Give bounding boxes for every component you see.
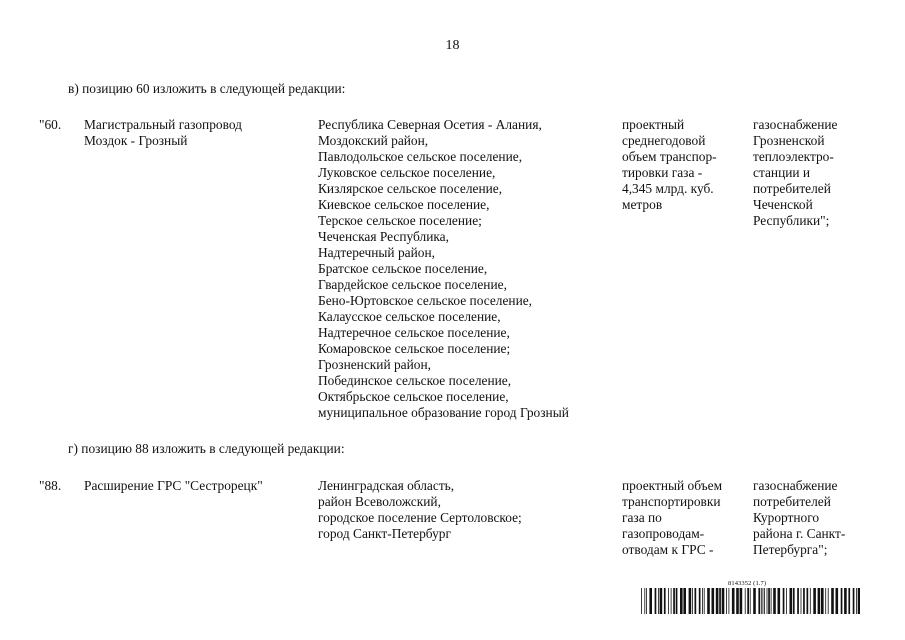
location-line: Калаусское сельское поселение,	[318, 309, 501, 324]
barcode-bar	[790, 588, 793, 614]
barcode-bar	[793, 588, 795, 614]
barcode-bar	[773, 588, 776, 614]
barcode-bar	[644, 588, 645, 614]
capacity-line: проектный	[622, 117, 685, 132]
purpose-line: района г. Санкт-	[753, 526, 846, 541]
location-line: район Всеволожский,	[318, 494, 441, 509]
barcode-bar	[807, 588, 809, 614]
barcode-bar	[786, 588, 787, 614]
instruction-position-88: г) позицию 88 изложить в следующей редакции:	[68, 441, 345, 456]
barcode-bar	[844, 588, 847, 614]
barcode-bar	[771, 588, 772, 614]
location-line: Моздокский район,	[318, 133, 429, 148]
purpose-line: Петербурга";	[753, 542, 828, 557]
entry-name-line: Магистральный газопровод	[84, 117, 242, 132]
barcode-bar	[680, 588, 683, 614]
barcode-bar	[836, 588, 839, 614]
location-line: Терское сельское поселение;	[318, 213, 482, 228]
barcode-bar	[764, 588, 765, 614]
location-line: Республика Северная Осетия - Алания,	[318, 117, 542, 132]
location-line: Братское сельское поселение,	[318, 261, 488, 276]
barcode-bar	[858, 588, 860, 614]
barcode-bar	[828, 588, 829, 614]
barcode-bar	[745, 588, 746, 614]
entry-capacity	[622, 117, 742, 213]
location-line: Ленинградская область,	[318, 478, 455, 493]
barcode-bar	[676, 588, 678, 614]
purpose-line: газоснабжение	[753, 478, 838, 493]
capacity-line: тировки газа -	[622, 165, 703, 180]
capacity-line: 4,345 млрд. куб.	[622, 181, 714, 196]
purpose-line: Чеченской	[753, 197, 813, 212]
barcode-bar	[655, 588, 657, 614]
barcode-bar	[660, 588, 663, 614]
barcode-image	[641, 588, 860, 614]
barcode-bar	[716, 588, 719, 614]
barcode-bar	[658, 588, 659, 614]
purpose-line: потребителей	[753, 181, 831, 196]
location-line: Надтеречное сельское поселение,	[318, 325, 510, 340]
barcode-bar	[801, 588, 802, 614]
barcode-bar	[778, 588, 781, 614]
barcode-bar	[750, 588, 751, 614]
barcode-bar	[671, 588, 672, 614]
barcode-bar	[726, 588, 727, 614]
barcode-bar	[668, 588, 669, 614]
location-line: Октябрьское сельское поселение,	[318, 389, 509, 404]
barcode-bar	[825, 588, 826, 614]
barcode-bar	[699, 588, 701, 614]
barcode-bar	[740, 588, 743, 614]
barcode-bar	[707, 588, 710, 614]
barcode-bar	[664, 588, 666, 614]
barcode-bar	[683, 588, 686, 614]
barcode-bar	[853, 588, 855, 614]
capacity-line: проектный объем	[622, 478, 723, 493]
location-line: Бено-Юртовское сельское поселение,	[318, 293, 533, 308]
barcode-bar	[712, 588, 715, 614]
barcode-bar	[747, 588, 749, 614]
barcode-bar	[758, 588, 760, 614]
barcode-bar	[649, 588, 652, 614]
barcode-bar	[821, 588, 824, 614]
purpose-line: теплоэлектро-	[753, 149, 834, 164]
purpose-line: Республики";	[753, 213, 830, 228]
barcode-bar	[810, 588, 811, 614]
entry-name	[84, 478, 304, 494]
barcode-bar	[841, 588, 843, 614]
location-line: Побединское сельское поселение,	[318, 373, 512, 388]
barcode-bar	[848, 588, 850, 614]
location-line: муниципальное образование город Грозный	[318, 405, 569, 420]
entry-location	[318, 117, 618, 421]
barcode-bar	[767, 588, 768, 614]
location-line: Надтеречный район,	[318, 245, 435, 260]
entry-purpose	[753, 117, 863, 229]
purpose-line: станции и	[753, 165, 811, 180]
capacity-line: транспортировки	[622, 494, 721, 509]
page-number: 18	[445, 38, 460, 53]
instruction-position-60: в) позицию 60 изложить в следующей редакции:	[68, 81, 346, 96]
barcode-bar	[763, 588, 764, 614]
purpose-line: Курортного	[753, 510, 820, 525]
barcode-bar	[753, 588, 756, 614]
barcode-bar	[641, 588, 642, 614]
barcode-bar	[646, 588, 647, 614]
barcode-bar	[803, 588, 805, 614]
barcode-bar	[732, 588, 735, 614]
location-line: город Санкт-Петербург	[318, 526, 451, 541]
capacity-line: газопроводам-	[622, 526, 705, 541]
document-code: 8143352 (1.7)	[728, 580, 767, 587]
barcode-bar	[818, 588, 821, 614]
barcode-bar	[719, 588, 721, 614]
entry-location	[318, 478, 618, 542]
location-line: Киевское сельское поселение,	[318, 197, 490, 212]
barcode-bar	[813, 588, 816, 614]
entry-name	[84, 117, 304, 149]
capacity-line: газа по	[622, 510, 662, 525]
barcode-bar	[702, 588, 703, 614]
purpose-line: Грозненской	[753, 133, 825, 148]
location-line: Гвардейское сельское поселение,	[318, 277, 507, 292]
entry-capacity	[622, 478, 742, 558]
capacity-line: метров	[622, 197, 663, 212]
location-line: Павлодольское сельское поселение,	[318, 149, 523, 164]
entry-name-line: Расширение ГРС "Сестрорецк"	[84, 478, 263, 493]
location-line: Грозненский район,	[318, 357, 431, 372]
location-line: городское поселение Сертоловское;	[318, 510, 522, 525]
barcode-bar	[729, 588, 730, 614]
location-line: Чеченская Республика,	[318, 229, 449, 244]
entry-number: "88.	[39, 478, 62, 493]
barcode-bar	[736, 588, 739, 614]
purpose-line: потребителей	[753, 494, 831, 509]
barcode-bar	[689, 588, 692, 614]
location-line: Кизлярское сельское поселение,	[318, 181, 503, 196]
barcode-bar	[783, 588, 785, 614]
barcode-bar	[722, 588, 725, 614]
entry-purpose	[753, 478, 863, 558]
barcode-bar	[856, 588, 857, 614]
barcode-bar	[704, 588, 705, 614]
location-line: Комаровское сельское поселение;	[318, 341, 511, 356]
entry-name-line: Моздок - Грозный	[84, 133, 188, 148]
location-line: Луковское сельское поселение,	[318, 165, 496, 180]
capacity-line: среднегодовой	[622, 133, 706, 148]
capacity-line: объем транспор-	[622, 149, 717, 164]
barcode-bar	[695, 588, 697, 614]
barcode-bar	[692, 588, 693, 614]
capacity-line: отводам к ГРС -	[622, 542, 714, 557]
barcode-bar	[673, 588, 675, 614]
barcode-bar	[761, 588, 762, 614]
barcode-bar	[797, 588, 799, 614]
purpose-line: газоснабжение	[753, 117, 838, 132]
entry-number: "60.	[39, 117, 62, 132]
barcode-bar	[831, 588, 834, 614]
barcode-bar	[768, 588, 770, 614]
